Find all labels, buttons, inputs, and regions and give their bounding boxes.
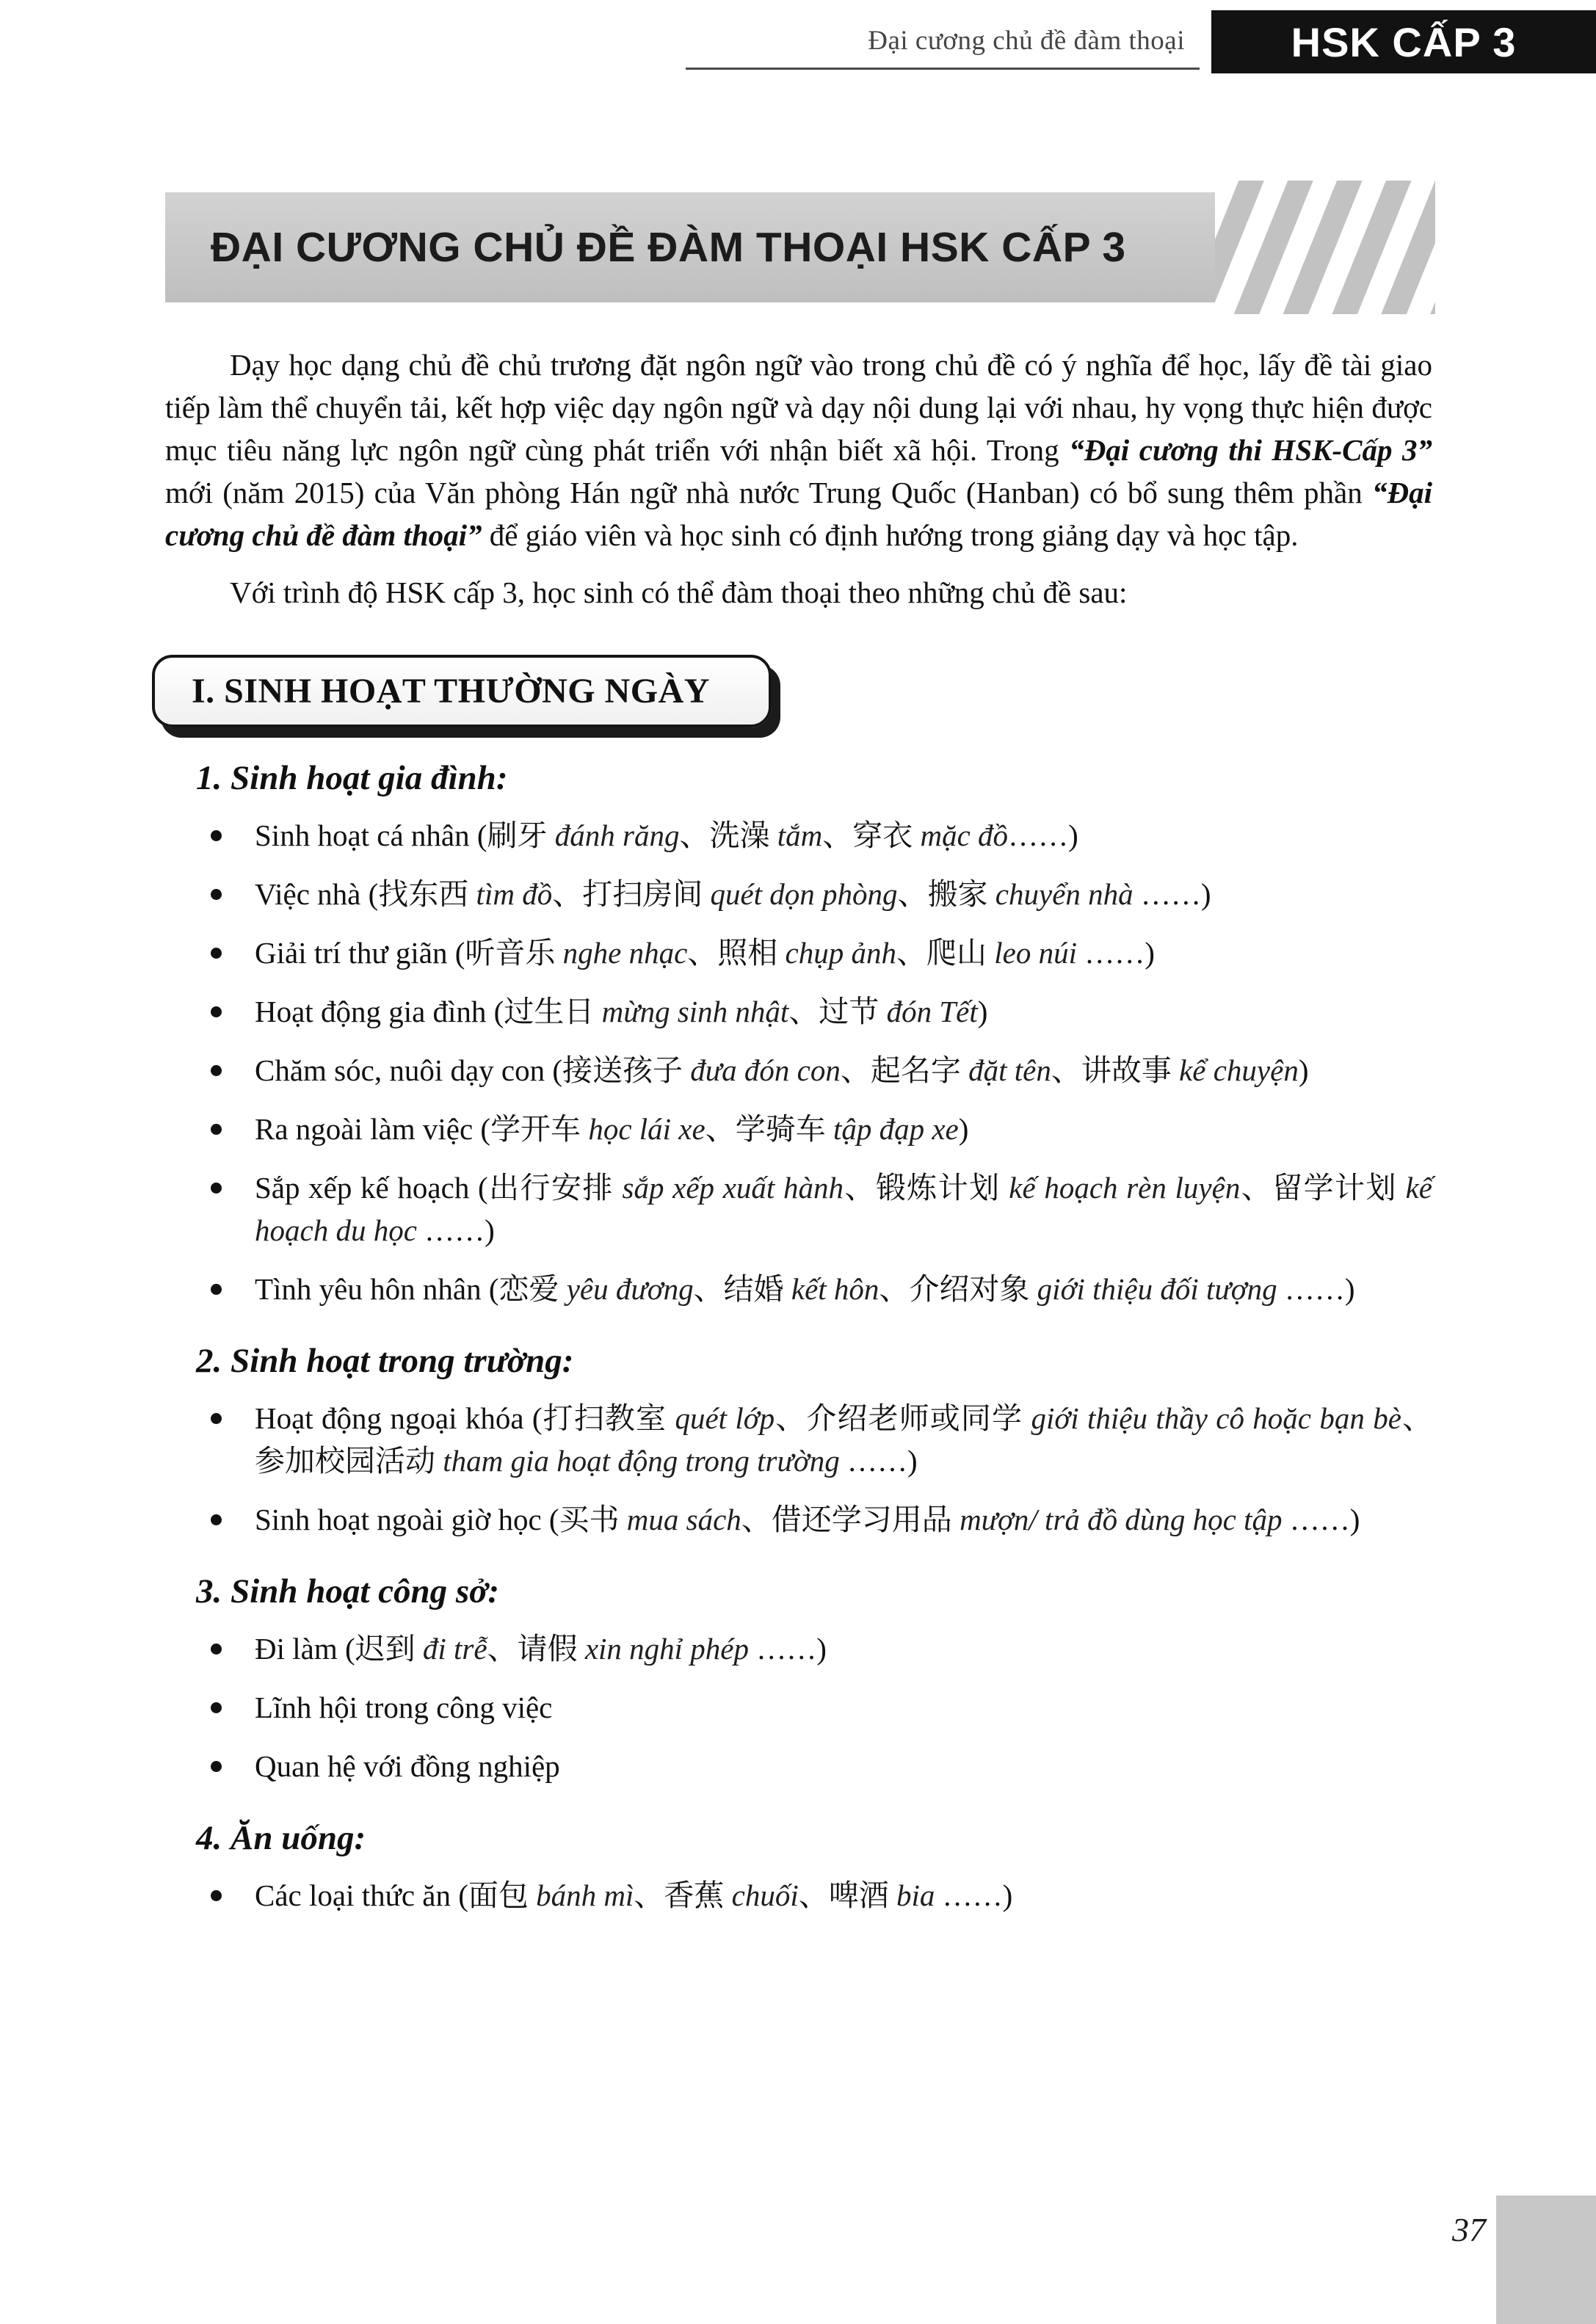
text-segment: tắm (769, 818, 823, 852)
text-segment: 、啤酒 (798, 1878, 889, 1912)
text-segment: quét lớp (667, 1401, 775, 1435)
header-rule (686, 68, 1200, 70)
text-segment: “Đại cương chủ đề đàm thoại” (165, 476, 1432, 552)
text-segment: ) (958, 1112, 969, 1146)
text-segment: ……) (424, 1213, 495, 1247)
text-segment: 、讲故事 (1051, 1053, 1172, 1087)
bullet-item (165, 932, 1432, 974)
text-segment: Sắp xếp kế hoạch ( (255, 1171, 488, 1205)
text-segment: 、参加校园活动 (255, 1401, 1433, 1478)
text-segment: 找东西 (378, 877, 469, 911)
bullet-item (165, 990, 1432, 1033)
text-segment: 、打扫房间 (552, 877, 703, 911)
bullet-item (165, 1166, 1432, 1252)
text-segment: Sinh hoạt ngoài giờ học ( (255, 1503, 559, 1536)
text-segment: 、学骑车 (705, 1112, 826, 1146)
text-segment: kể chuyện (1171, 1053, 1299, 1087)
bullet-list (165, 1627, 1432, 1787)
text-segment: Giải trí thư giãn ( (255, 936, 465, 970)
page-content (165, 344, 1432, 1933)
text-segment: Ra ngoài làm việc ( (255, 1112, 491, 1146)
bullet-item (165, 1268, 1432, 1310)
text-segment: 、香蕉 (634, 1878, 725, 1912)
text-segment: 买书 (559, 1503, 620, 1536)
bullet-item (165, 1874, 1432, 1917)
text-segment: 、锻炼计划 (844, 1171, 1001, 1205)
text-segment: 、结婚 (693, 1272, 784, 1306)
text-segment: Hoạt động ngoại khóa ( (255, 1401, 543, 1435)
text-segment: tập đạp xe (825, 1112, 959, 1146)
hsk-level-badge: HSK CẤP 3 (1211, 10, 1596, 73)
text-segment: 、介绍对象 (879, 1272, 1030, 1306)
bullet-list (165, 814, 1432, 1310)
text-segment: bia (888, 1878, 943, 1912)
text-segment: 、借还学习用品 (741, 1503, 952, 1536)
text-segment: 过生日 (504, 995, 595, 1028)
bullet-item (165, 1745, 1432, 1787)
text-segment: ……) (942, 1878, 1013, 1912)
text-segment: Dạy học dạng chủ đề chủ trương đặt ngôn ngữ vào trong chủ đề có ý nghĩa để học, lấy đề tài giao tiếp làm thể chuyển tải, kết hợp việc dạy ngôn ngữ và dạy nội dung lại với nhau, hy vọng thực hiện được mục tiêu năng lực ngôn ngữ cùng phát triển với nhận biết xã hội. Trong (165, 348, 1432, 467)
running-title: Đại cương chủ đề đàm thoại (868, 26, 1185, 56)
text-segment: ……) (846, 1444, 918, 1478)
text-segment: 、搬家 (897, 877, 988, 911)
text-segment: chụp ảnh (777, 936, 896, 970)
intro-paragraph (165, 344, 1432, 556)
footer-corner-decoration (1496, 2196, 1596, 2324)
bullet-item (165, 814, 1432, 857)
text-segment: mua sách (619, 1503, 741, 1536)
text-segment: đưa đón con (683, 1053, 841, 1087)
text-segment: mừng sinh nhật (594, 995, 789, 1028)
chapter-title-banner (165, 192, 1434, 302)
text-segment: 接送孩子 (562, 1053, 683, 1087)
chapter-title: ĐẠI CƯƠNG CHỦ ĐỀ ĐÀM THOẠI HSK CẤP 3 (211, 224, 1126, 271)
text-segment: yêu đương (559, 1272, 694, 1306)
section-title: I. SINH HOẠT THƯỜNG NGÀY (192, 672, 710, 711)
bullet-list (165, 1874, 1432, 1917)
text-segment: 恋爱 (498, 1272, 559, 1306)
text-segment: mặc đồ (913, 818, 1009, 852)
bullet-item (165, 1498, 1432, 1541)
text-segment: Hoạt động gia đình ( (255, 995, 504, 1028)
text-segment: giới thiệu thầy cô hoặc bạn bè (1023, 1401, 1401, 1435)
text-segment: 刷牙 (487, 818, 548, 852)
text-segment: xin nghỉ phép (577, 1632, 757, 1666)
text-segment: kế hoạch du học (255, 1171, 1432, 1247)
bullet-item (165, 1397, 1432, 1482)
text-segment: 、过节 (788, 995, 879, 1028)
text-segment: mượn/ trả đồ dùng học tập (951, 1503, 1290, 1536)
text-segment: Đi làm ( (255, 1632, 355, 1666)
text-segment: Các loại thức ăn ( (255, 1878, 468, 1912)
text-segment: ) (1298, 1053, 1309, 1087)
text-segment: ……) (1084, 936, 1155, 970)
text-segment: 、请假 (487, 1632, 578, 1666)
lead-in-paragraph: Với trình độ HSK cấp 3, học sinh có thể đàm thoại theo những chủ đề sau: (230, 575, 1128, 609)
text-segment: Sinh hoạt cá nhân ( (255, 818, 487, 852)
text-segment: ……) (1140, 877, 1211, 911)
bullet-item (165, 1627, 1432, 1670)
text-segment: tìm đồ (468, 877, 553, 911)
text-segment: 、照相 (687, 936, 778, 970)
text-segment: học lái xe (581, 1112, 705, 1146)
text-segment: 、爬山 (896, 936, 987, 970)
subsection-heading: 1. Sinh hoạt gia đình: (196, 759, 508, 797)
text-segment: Việc nhà ( (255, 877, 379, 911)
text-segment: chuyển nhà (987, 877, 1141, 911)
text-segment: ……) (1289, 1503, 1360, 1536)
text-segment: 迟到 (355, 1632, 416, 1666)
text-segment: kế hoạch rèn luyện (1000, 1171, 1241, 1205)
text-segment: 、起名字 (840, 1053, 961, 1087)
text-segment: tham gia hoạt động trong trường (435, 1444, 847, 1478)
text-segment: ) (977, 995, 988, 1028)
text-segment: leo núi (987, 936, 1085, 970)
text-segment: chuối (724, 1878, 799, 1912)
bullet-list (165, 1397, 1432, 1541)
text-segment: ……) (756, 1632, 827, 1666)
text-segment: mới (năm 2015) của Văn phòng Hán ngữ nhà nước Trung Quốc (Hanban) có bổ sung thêm phần (165, 476, 1372, 509)
subsection-heading: 2. Sinh hoạt trong trường: (196, 1342, 574, 1380)
text-segment: bánh mì (528, 1878, 634, 1912)
text-segment: sắp xếp xuất hành (613, 1171, 844, 1205)
text-segment: kết hôn (783, 1272, 879, 1306)
text-segment: ……) (1008, 818, 1078, 852)
sections-container (165, 758, 1432, 1917)
text-segment: Lĩnh hội trong công việc (255, 1691, 553, 1724)
text-segment: đặt tên (960, 1053, 1051, 1087)
subsection-heading: 3. Sinh hoạt công sở: (196, 1572, 500, 1611)
text-segment: 、介绍老师或同学 (775, 1401, 1023, 1435)
text-segment: 打扫教室 (542, 1401, 667, 1435)
text-segment: giới thiệu đối tượng (1029, 1272, 1285, 1306)
text-segment: 、留学计划 (1240, 1171, 1397, 1205)
text-segment: 、洗澡 (679, 818, 770, 852)
text-segment: 、穿衣 (822, 818, 913, 852)
text-segment: đánh răng (547, 818, 680, 852)
text-segment: 学开车 (490, 1112, 581, 1146)
bullet-item (165, 1108, 1432, 1150)
bullet-item (165, 1049, 1432, 1092)
text-segment: 出行安排 (487, 1171, 614, 1205)
text-segment: Tình yêu hôn nhân ( (255, 1272, 499, 1306)
text-segment: quét dọn phòng (703, 877, 898, 911)
text-segment: để giáo viên và học sinh có định hướng trong giảng dạy và học tập. (482, 518, 1299, 552)
text-segment: đón Tết (879, 995, 978, 1028)
section-heading-box (152, 655, 772, 727)
subsection-heading: 4. Ăn uống: (196, 1819, 366, 1857)
diagonal-stripes-decoration (1215, 181, 1435, 314)
text-segment: Quan hệ với đồng nghiệp (255, 1749, 560, 1783)
text-segment: 面包 (468, 1878, 529, 1912)
bullet-item (165, 1686, 1432, 1729)
text-segment: đi trễ (415, 1632, 487, 1666)
page-number: 37 (1452, 2211, 1486, 2248)
text-segment: ……) (1284, 1272, 1355, 1306)
text-segment: “Đại cương thi HSK-Cấp 3” (1069, 433, 1432, 467)
text-segment: nghe nhạc (555, 936, 688, 970)
text-segment: 听音乐 (465, 936, 556, 970)
bullet-item (165, 873, 1432, 915)
text-segment: Chăm sóc, nuôi dạy con ( (255, 1053, 563, 1087)
